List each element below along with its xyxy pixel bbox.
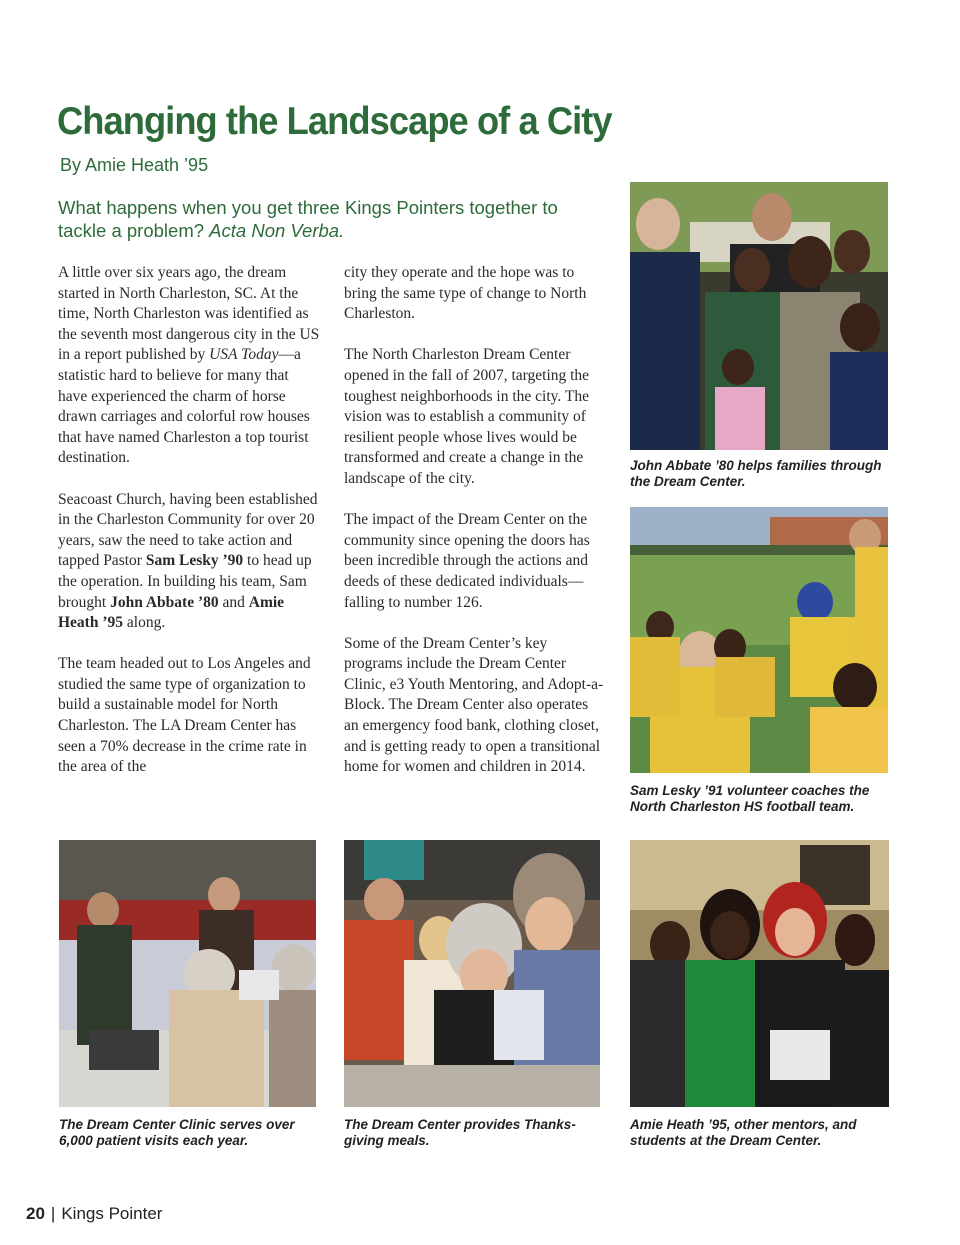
photo-caption-5: Amie Heath ’95, other mentors, and students at the Dream Center.	[630, 1117, 857, 1148]
body-paragraph-3-continued: city they operate and the hope was to bring the same type of change to North Charleston.	[344, 264, 587, 323]
footer-separator: |	[50, 1204, 56, 1223]
body-column-2	[344, 263, 606, 798]
article-dek	[58, 196, 598, 242]
photo-caption-3: The Dream Center Clinic serves over 6,000 patient visits each year.	[59, 1117, 295, 1148]
page-number: 20	[26, 1204, 45, 1223]
photo-thanksgiving-meals	[344, 840, 600, 1107]
page-footer	[26, 1204, 162, 1224]
photo-caption-1: John Abbate ’80 helps families through the Dream Center.	[630, 458, 882, 489]
body-paragraph-4: The North Charleston Dream Center opened in the fall of 2007, targeting the toughest neighborhoods in the city. The vision was to establish a community of resilient people whose lives would be transformed and create a change in the landscape of the city.	[344, 346, 590, 487]
body-paragraph-1: A little over six years ago, the dream started in North Charleston, SC. At the time, North Charleston was identified as the seventh most dangerous city in the US in a report published by USA Today—a statistic hard to believe for many that have experienced the charm of horse drawn carriages and colorful row houses that have named Charleston a top tourist destination.	[58, 264, 320, 467]
body-paragraph-2: Seacoast Church, having been established in the Charleston Community for over 20 years, saw the need to take action and tapped Pastor Sam Lesky ’90 to head up the operation. In building his team, Sam brought John Abbate ’80 and Amie Heath ’95 along.	[58, 490, 318, 632]
photo-john-abbate-families	[630, 182, 888, 450]
photo-football-team	[630, 507, 888, 773]
article-title: Changing the Landscape of a City	[57, 100, 612, 143]
publication-name: Kings Pointer	[61, 1204, 163, 1223]
byline: By Amie Heath ’95	[60, 155, 209, 175]
dek-text: What happens when you get three Kings Pointers together to tackle a problem?	[58, 197, 558, 241]
body-paragraph-5: The impact of the Dream Center on the community since opening the doors has been incredible through the actions and deeds of these dedicated individuals—falling to number 126.	[344, 511, 590, 611]
photo-caption-2: Sam Lesky ’91 volunteer coaches the North Charleston HS football team.	[630, 783, 870, 814]
photo-dream-center-clinic	[59, 840, 316, 1107]
body-column-1	[58, 263, 320, 798]
body-paragraph-6: Some of the Dream Center’s key programs include the Dream Center Clinic, e3 Youth Mentoring, and Adopt-a-Block. The Dream Center also operates an emergency food bank, clothing closet, and is getting ready to open a transitional home for women and children in 2014.	[344, 634, 604, 776]
body-paragraph-3: The team headed out to Los Angeles and studied the same type of organization to build a sustainable model for North Charleston. The LA Dream Center has seen a 70% decrease in the crime rate in the area of the	[58, 655, 311, 776]
dek-motto: Acta Non Verba.	[209, 220, 345, 241]
photo-mentors-students	[630, 840, 889, 1107]
photo-caption-4: The Dream Center provides Thanks-giving meals.	[344, 1117, 576, 1148]
